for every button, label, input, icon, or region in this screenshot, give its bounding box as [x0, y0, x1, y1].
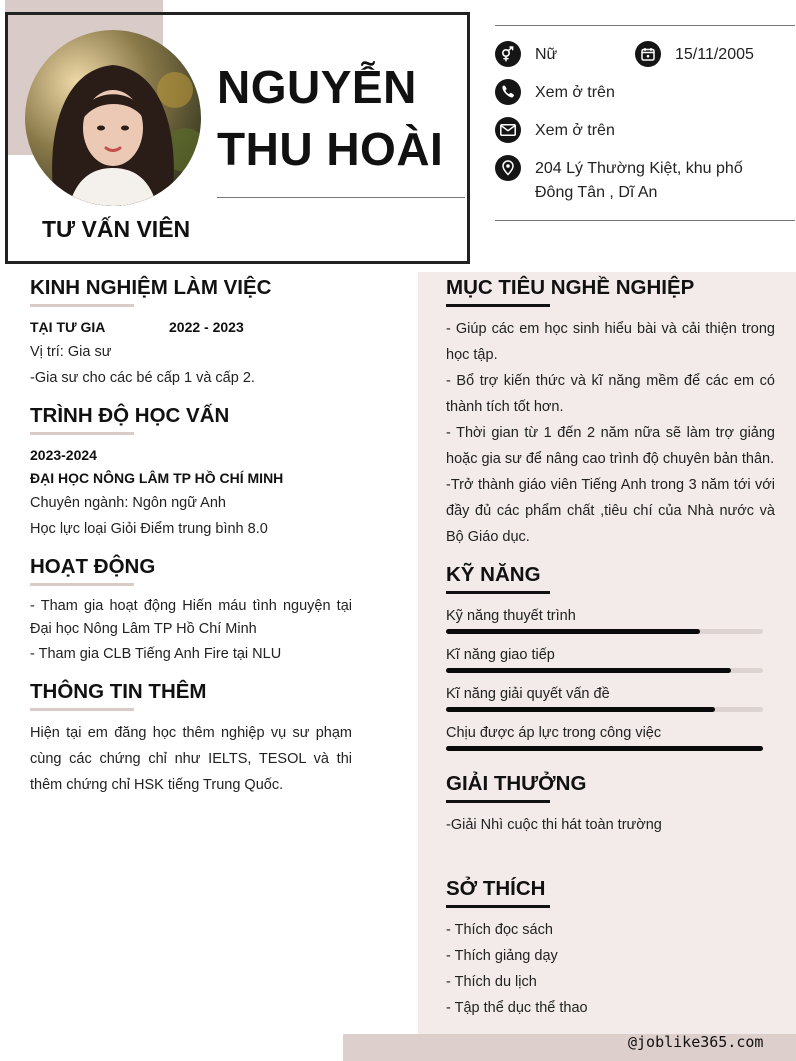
activity-item: - Tham gia CLB Tiếng Anh Fire tại NLU — [30, 646, 282, 662]
experience-position: Vị trí: Gia sư — [30, 344, 112, 360]
phone-icon — [495, 79, 521, 105]
education-title: TRÌNH ĐỘ HỌC VẤN — [30, 404, 230, 427]
education-grade: Học lực loại Giỏi Điểm trung bình 8.0 — [30, 521, 268, 537]
email-value: Xem ở trên — [535, 122, 615, 139]
objective-item: -Trở thành giáo viên Tiếng Anh trong 3 năm tới với đầy đủ các phẩm chất ,tiêu chí của Nhà nước và Bộ Giáo dục. — [446, 477, 775, 545]
name-line-2: THU HOÀI — [217, 123, 444, 175]
objective-item: - Bổ trợ kiến thức và kĩ năng mềm để các em có thành tích tốt hơn. — [446, 373, 775, 415]
skill-bar-track — [446, 629, 763, 634]
address-line-1: 204 Lý Thường Kiệt, khu phố — [535, 160, 743, 177]
additional-info-title: THÔNG TIN THÊM — [30, 680, 207, 703]
objective-title: MỤC TIÊU NGHỀ NGHIỆP — [446, 276, 695, 299]
skill-bar-fill — [446, 707, 715, 712]
activities-title-rule — [30, 583, 134, 586]
job-title: TƯ VẤN VIÊN — [42, 216, 191, 242]
education-title-rule — [30, 432, 134, 435]
contact-bottom-divider — [495, 220, 795, 221]
hobby-item: - Thích du lịch — [446, 974, 537, 990]
objective-item: - Thời gian từ 1 đến 2 năm nữa sẽ làm trợ giảng hoặc gia sư để nâng cao trình độ chuyên bản thân. — [446, 425, 775, 467]
skill-bar-track — [446, 707, 763, 712]
skill-bar-fill — [446, 746, 763, 751]
gender-icon — [495, 41, 521, 67]
skills-title: KỸ NĂNG — [446, 563, 541, 586]
hobby-item: - Tập thể dục thể thao — [446, 1000, 588, 1016]
skill-bar-track — [446, 668, 763, 673]
award-item: -Giải Nhì cuộc thi hát toàn trường — [446, 817, 662, 833]
skill-label: Kĩ năng giao tiếp — [446, 647, 555, 663]
experience-period: 2022 - 2023 — [169, 319, 244, 335]
awards-title-rule — [446, 800, 550, 803]
skill-bar-track — [446, 746, 763, 751]
contact-top-divider — [495, 25, 795, 26]
location-pin-icon — [495, 155, 521, 181]
objective-list — [446, 316, 775, 550]
email-icon — [495, 117, 521, 143]
additional-info-title-rule — [30, 708, 134, 711]
objective-title-rule — [446, 304, 550, 307]
phone-value: Xem ở trên — [535, 84, 615, 101]
experience-description: -Gia sư cho các bé cấp 1 và cấp 2. — [30, 370, 255, 386]
activities-title: HOẠT ĐỘNG — [30, 555, 156, 578]
objective-item: - Giúp các em học sinh hiểu bài và cải thiện trong học tập. — [446, 321, 775, 363]
birthdate-value: 15/11/2005 — [675, 46, 754, 63]
name-line-1: NGUYỄN — [217, 61, 417, 113]
skill-label: Chịu được áp lực trong công việc — [446, 725, 662, 741]
name-divider — [217, 197, 465, 198]
skill-label: Kĩ năng giải quyết vấn đề — [446, 686, 610, 702]
education-period: 2023-2024 — [30, 447, 97, 463]
experience-title-rule — [30, 304, 134, 307]
skill-bar-fill — [446, 629, 700, 634]
avatar — [25, 30, 201, 206]
education-major: Chuyên ngành: Ngôn ngữ Anh — [30, 495, 226, 511]
hobbies-list — [446, 917, 588, 1021]
calendar-icon — [635, 41, 661, 67]
skill-bar-fill — [446, 668, 731, 673]
skills-title-rule — [446, 591, 550, 594]
candidate-name — [217, 56, 443, 180]
watermark-text: @joblike365.com — [628, 1033, 764, 1051]
hobbies-title-rule — [446, 905, 550, 908]
awards-title: GIẢI THƯỞNG — [446, 772, 587, 795]
skill-label: Kỹ năng thuyết trình — [446, 608, 576, 624]
hobby-item: - Thích đọc sách — [446, 922, 553, 938]
experience-company: TẠI TƯ GIA — [30, 319, 106, 335]
hobbies-title: SỞ THÍCH — [446, 877, 546, 900]
additional-info-text: Hiện tại em đăng học thêm nghiệp vụ sư phạm cùng các chứng chỉ như IELTS, TESOL và thi thêm chứng chỉ HSK tiếng Trung Quốc. — [30, 725, 352, 793]
hobby-item: - Thích giảng dạy — [446, 948, 558, 964]
education-school: ĐẠI HỌC NÔNG LÂM TP HỒ CHÍ MINH — [30, 470, 284, 486]
experience-title: KINH NGHIỆM LÀM VIỆC — [30, 276, 272, 299]
activity-item: - Tham gia hoạt động Hiến máu tình nguyện tại Đại học Nông Lâm TP Hồ Chí Minh — [30, 598, 352, 637]
gender-value: Nữ — [535, 46, 558, 63]
address — [535, 157, 743, 205]
address-line-2: Đông Tân , Dĩ An — [535, 184, 658, 201]
